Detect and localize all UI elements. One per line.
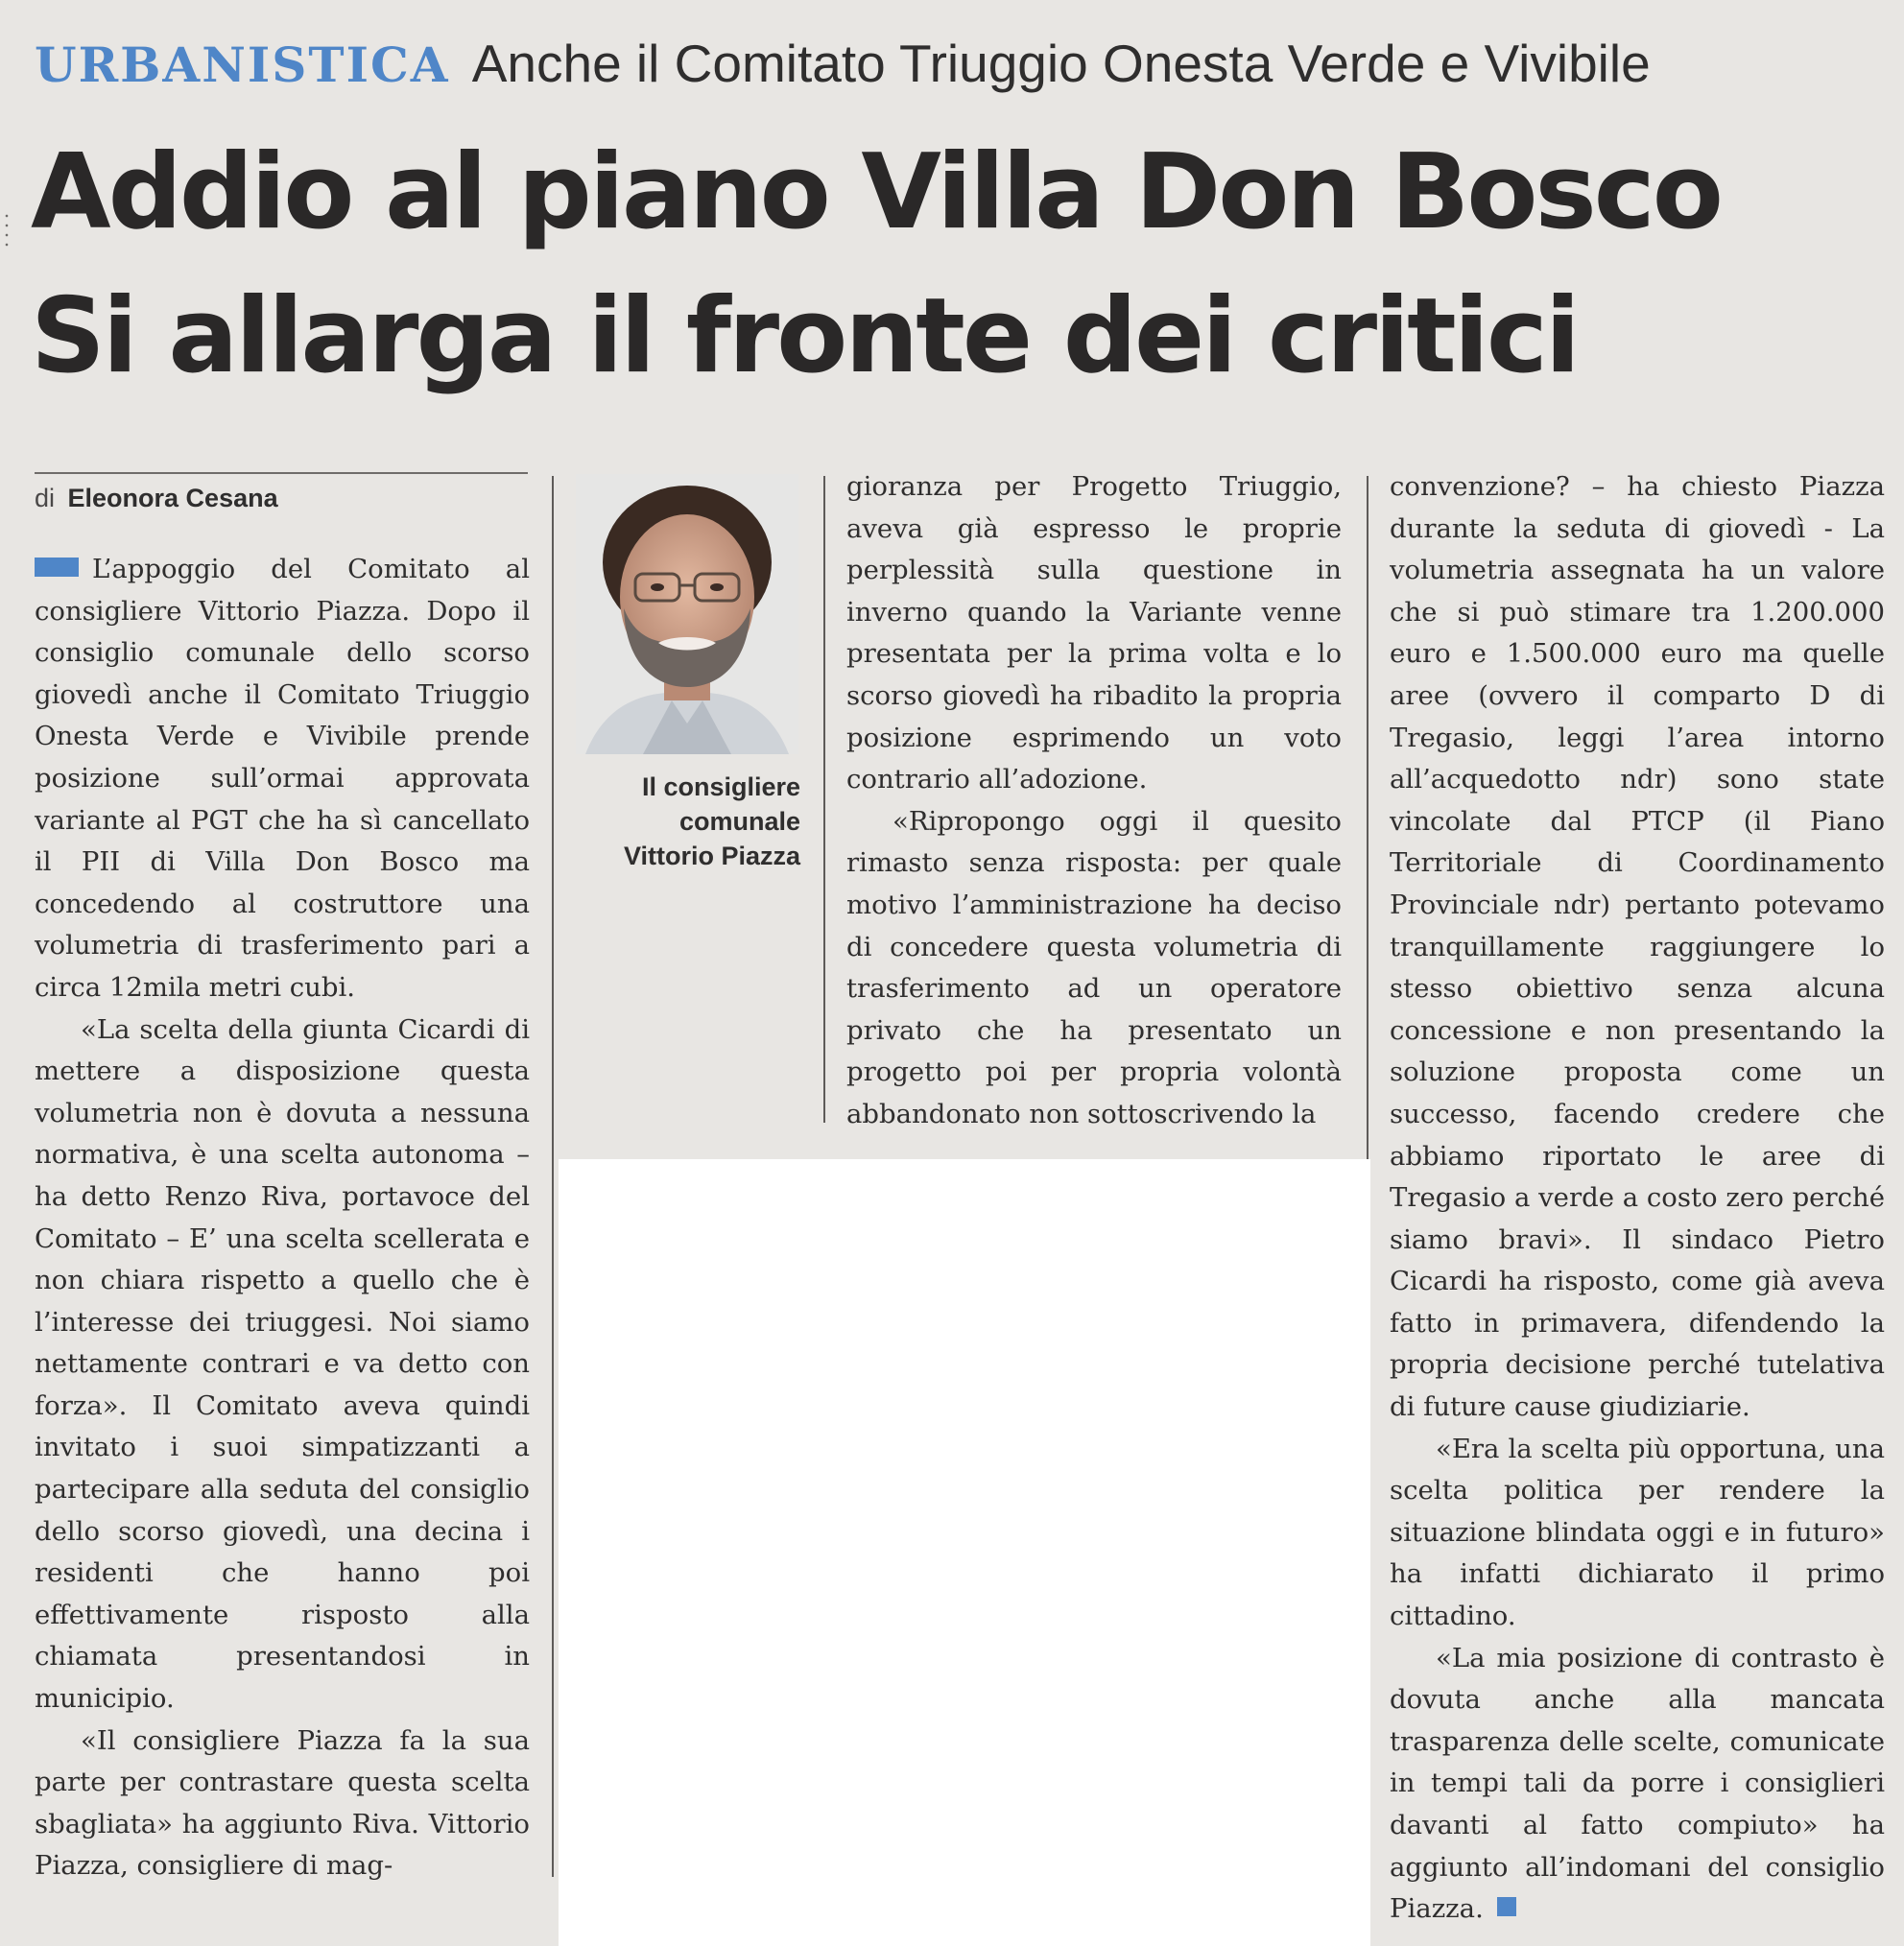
section-label: URBANISTICA [35,36,450,93]
paragraph: «Il consigliere Piazza fa la sua parte per contrastare questa scelta sbagliata» ha aggiunto Riva. Vittorio Piazza, consigliere di mag- [35,1724,530,1882]
byline-prefix: di [35,484,56,512]
photo-caption: Il consigliere comunale Vittorio Piazza [623,772,800,870]
article-column-2 [846,466,1342,1128]
paragraph: «Era la scelta più opportuna, una scelta politica per rendere la situazione blindata oggi e in futuro» ha infatti dichiarato il primo cittadino. [1390,1433,1885,1632]
blue-bar-icon [35,558,79,577]
headline-line-2: Si allarga il fronte dei critici [31,276,1578,396]
headline [31,121,1892,409]
blue-square-icon [1497,1897,1516,1916]
paragraph: «Ripropongo oggi il quesito rimasto senza risposta: per quale motivo l’amministrazione ha deciso di concedere questa volumetria di trasferimento ad un operatore privato che ha presentato un progetto poi per propria volontà abbandonato non sottoscrivendo la [846,805,1342,1129]
portrait-photo [576,474,798,754]
page-edge-dots [4,211,10,249]
column-rule-1 [552,476,554,1877]
headline-line-1: Addio al piano Villa Don Bosco [31,132,1721,252]
byline [35,484,278,513]
kicker [35,33,1651,100]
paragraph: «La scelta della giunta Cicardi di mettere a disposizione questa volumetria non è dovuta a nessuna normativa, è una scelta autonoma – ha detto Renzo Riva, portavoce del Comitato – E’ una scelta scellerata e non chiara rispetto a quello che è l’interesse dei triuggesi. Noi siamo nettamente contrari e va detto con forza». Il Comitato aveva quindi invitato i suoi simpatizzanti a partecipare alla seduta del consiglio dello scorso giovedì, una decina i residenti che hanno poi effettivamente risposto alla chiamata presentandosi in municipio. [35,1013,530,1715]
blank-area [559,1159,1370,1946]
byline-rule [35,472,528,474]
paragraph: «La mia posizione di contrasto è dovuta anche alla mancata trasparenza delle scelte, comunicate in tempi tali da porre i consiglieri davanti al fatto compiuto» ha aggiunto all’indomani del consiglio Piazza. [1390,1642,1885,1925]
column-rule-2 [823,476,825,1123]
article-column-1 [35,549,530,1892]
kicker-subtitle: Anche il Comitato Triuggio Onesta Verde e Vivibile [471,34,1651,93]
portrait-image [576,474,798,754]
byline-author: Eleonora Cesana [67,484,278,512]
paragraph: L’appoggio del Comitato al consigliere Vittorio Piazza. Dopo il consiglio comunale dello scorso giovedì anche il Comitato Triuggio Onesta Verde e Vivibile prende posizione sull’ormai approvata variante al PGT che ha sì cancellato il PII di Villa Don Bosco ma concedendo al costruttore una volumetria di trasferimento pari a circa 12mila metri cubi. [35,554,530,1003]
paragraph: gioranza per Progetto Triuggio, aveva già espresso le proprie perplessità sulla questione in inverno quando la Variante venne presentata per la prima volta e lo scorso giovedì ha ribadito la propria posizione esprimendo un voto contrario all’adozione. [846,471,1342,795]
article-column-3 [1390,466,1885,1925]
paragraph: convenzione? – ha chiesto Piazza durante la seduta di giovedì - La volumetria assegnata ha un valore che si può stimare tra 1.200.000 euro e 1.500.000 euro ma quelle aree (ovvero il comparto D di Tregasio, leggi l’area intorno all’acquedotto ndr) sono state vincolate dal PTCP (il Piano Territoriale di Coordinamento Provinciale ndr) pertanto potevamo tranquillamente raggiungere lo stesso obiettivo senza alcuna concessione e non presentando la soluzione proposta come un successo, facendo credere che abbiamo riportato le aree di Tregasio a verde a costo zero perché siamo bravi». Il sindaco Pietro Cicardi ha risposto, come già aveva fatto in primavera, difendendo la propria decisione perché tutelativa di future cause giudiziarie. [1390,471,1885,1423]
